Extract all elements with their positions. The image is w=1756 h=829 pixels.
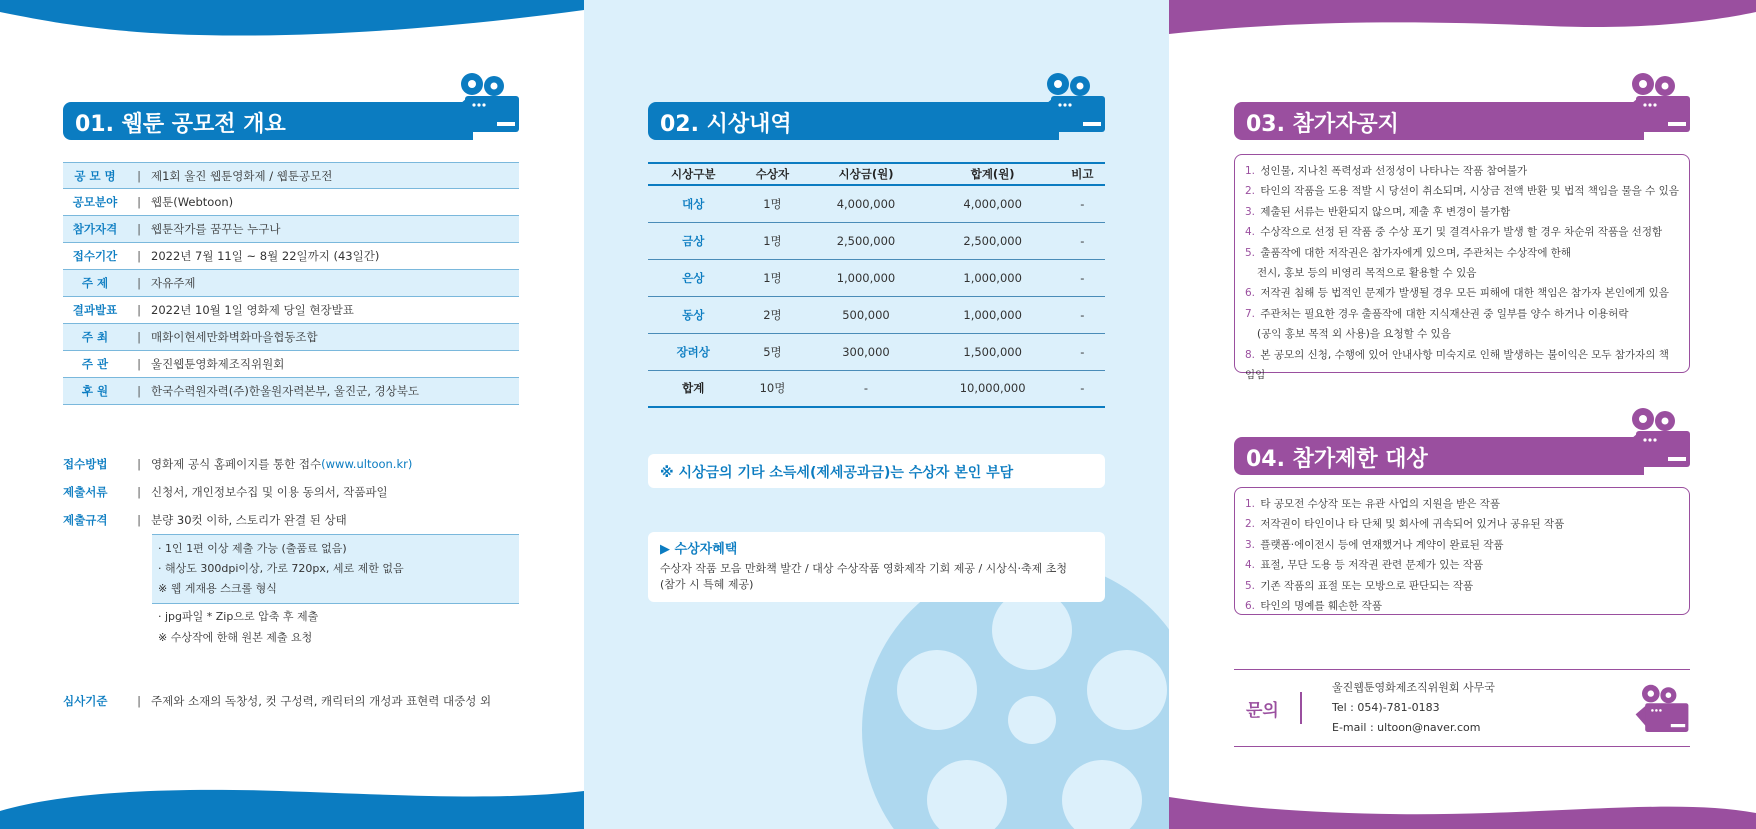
item-text: 수상작으로 선정 된 작품 중 수상 포기 및 결격사유가 발생 할 경우 차순위 작품을 선정함 [1260, 226, 1663, 239]
column-header: 비고 [1060, 163, 1105, 185]
separator: | [137, 513, 141, 527]
item-text: 본 공모의 신청, 수행에 있어 안내사항 미숙지로 인해 발생하는 불이익은 모두 참가자의 책임임 [1245, 348, 1669, 382]
item-number: 4. [1245, 226, 1256, 239]
spec-line: ※ 웹 게재용 스크롤 형식 [158, 582, 277, 595]
info-key: 후 원 [81, 384, 109, 398]
prize-total: 4,000,000 [926, 185, 1060, 222]
section-header-overview [63, 72, 519, 144]
section-title: 03. 참가자공지 [1246, 112, 1399, 137]
item-number: 4. [1245, 559, 1256, 572]
info-row [63, 162, 519, 189]
winner-count: 10명 [739, 370, 807, 407]
movie-camera-icon [1634, 684, 1690, 732]
info-value: 울진웹툰영화제조직위원회 [151, 357, 285, 371]
separator: | [137, 330, 141, 344]
item-text: 타 공모전 수상작 또는 유관 사업의 지원을 받은 작품 [1260, 498, 1501, 510]
info-key: 주 최 [81, 330, 109, 344]
item-text: 기존 작품의 표절 또는 모방으로 판단되는 작품 [1260, 579, 1474, 592]
item-text: 주관처는 필요한 경우 출품작에 대한 지식재산권 중 일부를 양수 하거나 이용허락 [1260, 307, 1629, 320]
list-item [1245, 161, 1679, 181]
list-item [1245, 345, 1679, 386]
item-number: 3. [1245, 205, 1256, 218]
section-title: 01. 웹툰 공모전 개요 [75, 112, 286, 137]
winner-count: 2명 [739, 296, 807, 333]
participant-notice-list [1234, 154, 1690, 382]
separator: | [137, 303, 141, 317]
item-number: 8. [1245, 348, 1256, 361]
separator: | [137, 357, 141, 371]
table-row [648, 185, 1105, 222]
info-row [63, 270, 519, 297]
separator: | [137, 485, 141, 499]
winner-count: 1명 [739, 259, 807, 296]
sub-key: 심사기준 [63, 694, 108, 708]
item-number: 3. [1245, 538, 1256, 551]
section-title-bar [648, 102, 1059, 140]
overview-info-table [63, 162, 519, 405]
info-key: 공모분야 [72, 195, 118, 209]
info-value: 자유주제 [151, 276, 196, 290]
table-row [648, 222, 1105, 259]
submission-spec-row [63, 506, 519, 534]
prize-total: 1,000,000 [926, 259, 1060, 296]
list-item [1245, 283, 1679, 303]
section-title-bar [1234, 437, 1644, 475]
sub-value: 신청서, 개인정보수집 및 이용 동의서, 작품파일 [151, 485, 388, 499]
award-name: 금상 [648, 222, 739, 259]
table-row [648, 333, 1105, 370]
item-number: 5. [1245, 579, 1256, 592]
criteria-row [63, 687, 519, 715]
sub-key: 제출서류 [63, 485, 108, 499]
contact-label: 문의 [1246, 701, 1279, 721]
prize-amount: 500,000 [806, 296, 925, 333]
remark: - [1060, 370, 1105, 407]
tax-notice: ※ 시상금의 기타 소득세(제세공과금)는 수상자 본인 부담 [648, 454, 1105, 488]
list-item [1245, 555, 1679, 575]
prize-total: 1,500,000 [926, 333, 1060, 370]
item-number: 1. [1245, 165, 1256, 177]
column-header: 시상금(원) [806, 163, 925, 185]
item-text: 저작권이 타인이나 타 단체 및 회사에 귀속되어 있거나 공유된 작품 [1260, 518, 1565, 531]
item-number: 6. [1245, 600, 1256, 613]
item-text: 저작권 침해 등 법적인 문제가 발생될 경우 모든 피해에 대한 책임은 참가자 본인에게 있음 [1260, 287, 1669, 300]
info-value: 웹툰(Webtoon) [151, 195, 234, 209]
info-row [63, 324, 519, 351]
winner-count: 1명 [739, 222, 807, 259]
benefits-title: ▶ 수상자혜택 [660, 542, 738, 557]
separator: | [137, 222, 141, 236]
info-value: 한국수력원자력(주)한울원자력본부, 울진군, 경상북도 [151, 384, 419, 398]
separator: | [137, 168, 141, 183]
info-row [63, 297, 519, 324]
submission-method-row [63, 450, 519, 478]
top-wave-decoration [0, 0, 584, 40]
panel-overview [0, 0, 584, 829]
prize-amount: 300,000 [806, 333, 925, 370]
list-item [1245, 494, 1679, 514]
info-row [63, 378, 519, 405]
list-item [1245, 576, 1679, 596]
list-item [1245, 596, 1679, 616]
separator: | [137, 276, 141, 290]
info-key: 결과발표 [72, 303, 118, 317]
winner-count: 5명 [739, 333, 807, 370]
section-title-bar [63, 102, 473, 140]
panel-notices [1169, 0, 1756, 829]
bottom-wave-decoration [1169, 787, 1756, 829]
spec-line: ※ 수상작에 한해 원본 제출 요청 [158, 631, 313, 644]
separator: | [137, 249, 141, 263]
contact-box [1234, 669, 1690, 747]
section-header-notices [1234, 72, 1690, 144]
separator: | [137, 195, 141, 209]
item-text: 타인의 명예를 훼손한 작품 [1260, 600, 1382, 613]
separator: | [137, 694, 141, 708]
list-item [1245, 304, 1679, 324]
remark: - [1060, 296, 1105, 333]
item-number: 5. [1245, 246, 1256, 259]
remark: - [1060, 185, 1105, 222]
award-name: 동상 [648, 296, 739, 333]
column-header: 시상구분 [648, 163, 739, 185]
contact-email[interactable]: E-mail : ultoon@naver.com [1332, 721, 1481, 734]
section-title: 04. 참가제한 대상 [1246, 447, 1428, 472]
submission-list [63, 450, 519, 534]
info-row [63, 351, 519, 378]
column-header: 수상자 [739, 163, 807, 185]
item-text: 제출된 서류는 반환되지 않으며, 제출 후 변경이 불가함 [1260, 205, 1511, 218]
award-name: 은상 [648, 259, 739, 296]
section-title: 02. 시상내역 [660, 112, 792, 137]
separator: | [137, 457, 141, 471]
prize-amount: 1,000,000 [806, 259, 925, 296]
info-value: 제1회 울진 웹툰영화제 / 웹툰공모전 [151, 168, 333, 183]
remark: - [1060, 222, 1105, 259]
benefits-note: (참가 시 특혜 제공) [660, 578, 754, 591]
divider [1300, 692, 1302, 724]
movie-camera-icon [453, 72, 519, 132]
remark: - [1060, 259, 1105, 296]
criteria-list [63, 687, 519, 715]
info-key: 참가자격 [72, 222, 118, 236]
section-header-awards [648, 72, 1105, 144]
info-value: 2022년 10월 1일 영화제 당일 현장발표 [151, 303, 354, 317]
sub-key: 제출규격 [63, 513, 108, 527]
section-header-restrictions [1234, 407, 1690, 479]
info-row [63, 189, 519, 216]
list-item [1245, 222, 1679, 242]
info-value: 매화이현세만화벽화마을협동조합 [151, 330, 318, 344]
item-text: 플랫폼·에이전시 등에 연재했거나 계약이 완료된 작품 [1260, 538, 1504, 551]
movie-camera-icon [1624, 72, 1690, 132]
table-total-row [648, 370, 1105, 407]
info-value: 2022년 7월 11일 ~ 8월 22일까지 (43일간) [151, 249, 380, 263]
award-name: 합계 [648, 370, 739, 407]
bottom-wave-decoration [0, 787, 584, 829]
item-text: 표절, 무단 도용 등 저작권 관련 문제가 있는 작품 [1260, 559, 1484, 572]
website-link[interactable]: (www.ultoon.kr) [321, 457, 413, 471]
spec-line: · 1인 1편 이상 제출 가능 (출품료 없음) [158, 542, 347, 555]
list-item-continuation: 전시, 홍보 등의 비영리 목적으로 활용할 수 있음 [1257, 267, 1477, 280]
remark: - [1060, 333, 1105, 370]
spec-detail-box [152, 534, 519, 604]
list-item [1245, 243, 1679, 263]
sub-value: 주제와 소재의 독창성, 컷 구성력, 캐릭터의 개성과 표현력 대중성 외 [151, 694, 492, 708]
spec-detail-plain [152, 604, 519, 650]
list-item [1245, 181, 1679, 201]
list-item-continuation: (공익 홍보 목적 외 사용)을 요청할 수 있음 [1257, 328, 1451, 341]
prize-amount: 4,000,000 [806, 185, 925, 222]
prize-total: 1,000,000 [926, 296, 1060, 333]
award-name: 대상 [648, 185, 739, 222]
info-key: 공 모 명 [74, 168, 116, 183]
list-item [1245, 514, 1679, 534]
info-key: 주 제 [81, 276, 109, 290]
item-number: 6. [1245, 287, 1256, 300]
sub-key: 접수방법 [63, 457, 108, 471]
info-value: 웹툰작가를 꿈꾸는 누구나 [151, 222, 281, 236]
table-header-row [648, 163, 1105, 185]
award-table [648, 162, 1105, 408]
item-text: 타인의 작품을 도용 적발 시 당선이 취소되며, 시상금 전액 반환 및 법적 책임을 물을 수 있음 [1260, 185, 1679, 198]
benefits-text: 수상자 작품 모음 만화책 발간 / 대상 수상작품 영화제작 기회 제공 / 시상식·축제 초청 [660, 562, 1068, 575]
contact-info [1332, 678, 1495, 738]
info-row [63, 216, 519, 243]
column-header: 합계(원) [926, 163, 1060, 185]
prize-amount: 2,500,000 [806, 222, 925, 259]
item-number: 1. [1245, 498, 1256, 510]
winner-count: 1명 [739, 185, 807, 222]
item-number: 7. [1245, 307, 1256, 320]
list-item [1245, 202, 1679, 222]
info-key: 주 관 [81, 357, 109, 371]
contact-org: 울진웹툰영화제조직위원회 사무국 [1332, 681, 1495, 694]
table-row [648, 296, 1105, 333]
panel-awards [584, 0, 1169, 829]
award-name: 장려상 [648, 333, 739, 370]
list-item [1245, 535, 1679, 555]
top-wave-decoration [1169, 0, 1756, 40]
spec-line: · jpg파일 * Zip으로 압축 후 제출 [158, 610, 319, 623]
movie-camera-icon [1624, 407, 1690, 467]
contact-tel[interactable]: Tel : 054)-781-0183 [1332, 701, 1440, 714]
section-title-bar [1234, 102, 1644, 140]
method-text: 영화제 공식 홈페이지를 통한 접수 [151, 457, 322, 471]
prize-total: 2,500,000 [926, 222, 1060, 259]
submission-docs-row [63, 478, 519, 506]
winner-benefits-box [648, 532, 1105, 602]
info-row [63, 243, 519, 270]
separator: | [137, 384, 141, 398]
table-row [648, 259, 1105, 296]
info-key: 접수기간 [72, 249, 118, 263]
movie-camera-icon [1039, 72, 1105, 132]
sub-value [151, 456, 519, 472]
prize-amount: - [806, 370, 925, 407]
item-number: 2. [1245, 518, 1256, 531]
spec-line: · 해상도 300dpi이상, 가로 720px, 세로 제한 없음 [158, 562, 404, 575]
item-text: 성인물, 지나친 폭력성과 선정성이 나타나는 작품 참여불가 [1260, 165, 1528, 177]
sub-value: 분량 30컷 이하, 스토리가 완결 된 상태 [151, 513, 347, 527]
restriction-list [1234, 487, 1690, 615]
item-text: 출품작에 대한 저작권은 참가자에게 있으며, 주관처는 수상작에 한해 [1260, 246, 1572, 259]
prize-total: 10,000,000 [926, 370, 1060, 407]
item-number: 2. [1245, 185, 1256, 198]
